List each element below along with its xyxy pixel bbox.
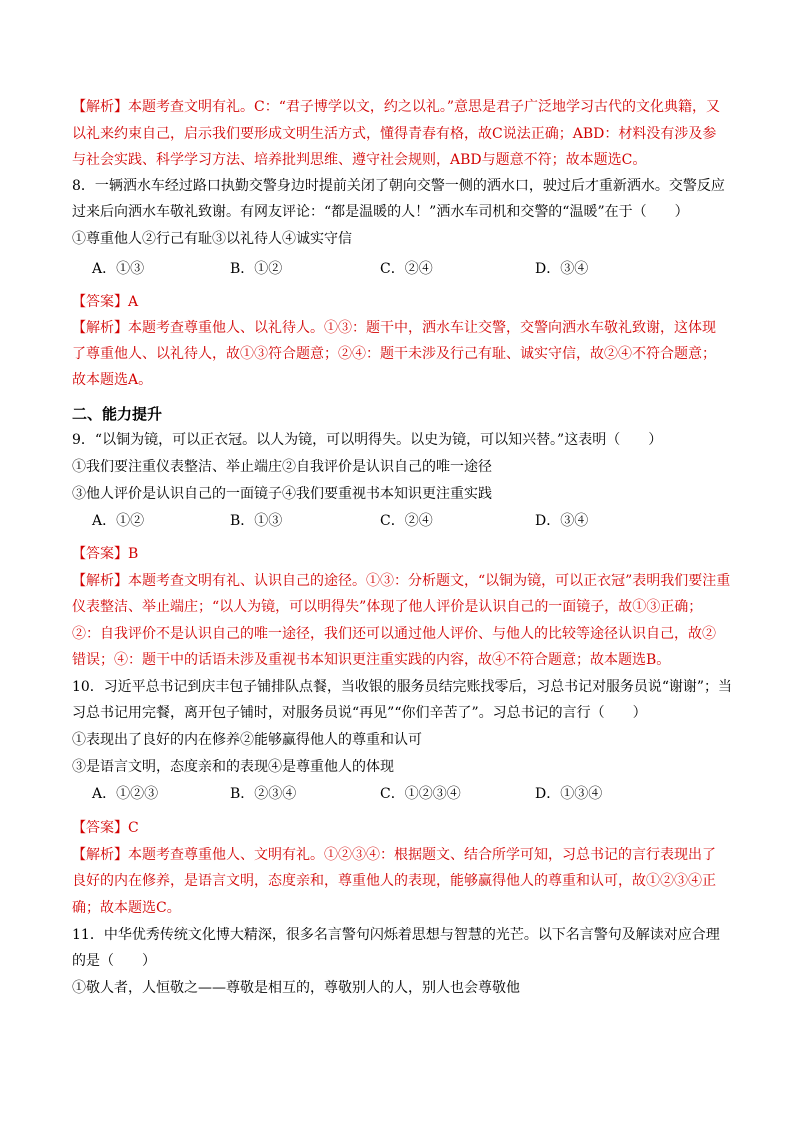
- q10-answer: 【答案】C: [72, 820, 139, 836]
- q11-statement-1: ①敬人者，人恒敬之——尊敬是相互的，尊敬别人的人，别人也会尊敬他: [72, 980, 520, 996]
- q9-stem: 9．“以铜为镜，可以正衣冠。以人为镜，可以明得失。以史为镜，可以知兴替。”这表明（ ）: [72, 432, 663, 448]
- q10-stem-line-1: 10．习近平总书记到庆丰包子铺排队点餐，当收银的服务员结完账找零后，习总书记对服务员说“谢谢”；当: [72, 679, 732, 695]
- q9-option-c: C．②④: [380, 513, 433, 529]
- q7-analysis-line-2: 以礼来约束自己，启示我们要形成文明生活方式，懂得青春有格，故C说法正确；ABD：材料没有涉及参: [72, 126, 717, 142]
- q11-stem-line-1: 11．中华优秀传统文化博大精深，很多名言警句闪烁着思想与智慧的光芒。以下名言警句及解读对应合理: [72, 927, 720, 943]
- q8-options: [92, 259, 732, 279]
- q10-option-d: D．①③④: [535, 786, 603, 802]
- q8-answer: 【答案】A: [72, 294, 139, 310]
- q8-analysis-line-3: 故本题选A。: [72, 372, 153, 388]
- q8-analysis-line-1: 【解析】本题考查尊重他人、以礼待人。①③：题干中，洒水车让交警，交警向洒水车敬礼致谢，这体现: [72, 320, 716, 336]
- q10-analysis-line-1: 【解析】本题考查尊重他人、文明有礼。①②③④：根据题文、结合所学可知，习总书记的言行表现出了: [72, 847, 716, 863]
- q10-analysis-line-3: 确；故本题选C。: [72, 900, 181, 916]
- q9-analysis-line-4: 错误；④：题干中的话语未涉及重视书本知识更注重实践的内容，故④不符合题意；故本题选B。: [72, 652, 671, 668]
- q9-statements-2: ③他人评价是认识自己的一面镜子④我们要重视书本知识更注重实践: [72, 486, 492, 502]
- q8-option-d: D．③④: [535, 261, 589, 277]
- q10-analysis-line-2: 良好的内在修养，是语言文明，态度亲和，尊重他人的表现，能够赢得他人的尊重和认可，故①②③④正: [72, 873, 716, 889]
- q10-statements-2: ③是语言文明，态度亲和的表现④是尊重他人的体现: [72, 759, 394, 775]
- q8-option-c: C．②④: [380, 261, 433, 277]
- q9-analysis-line-1: 【解析】本题考查文明有礼、认识自己的途径。①③：分析题文，“以铜为镜，可以正衣冠”表明我们要注重: [72, 573, 731, 589]
- q9-options: [92, 511, 732, 531]
- q9-analysis-line-2: 仪表整洁、举止端庄；“以人为镜，可以明得失”体现了他人评价是认识自己的一面镜子，故①③正确；: [72, 599, 703, 615]
- q10-options: [92, 784, 732, 804]
- q10-statements-1: ①表现出了良好的内在修养②能够赢得他人的尊重和认可: [72, 732, 422, 748]
- q11-stem-line-2: 的是（ ）: [72, 953, 156, 969]
- q8-option-b: B．①②: [230, 261, 283, 277]
- q8-statements: ①尊重他人②行己有耻③以礼待人④诚实守信: [72, 231, 352, 247]
- q10-stem-line-2: 习总书记用完餐，离开包子铺时，对服务员说“再见”“你们辛苦了”。习总书记的言行（ ）: [72, 705, 647, 721]
- q9-option-b: B．①③: [230, 513, 283, 529]
- q10-option-b: B．②③④: [230, 786, 297, 802]
- q8-stem-line-2: 过来后向洒水车敬礼致谢。有网友评论：“都是温暖的人！”洒水车司机和交警的“温暖”在于（ ）: [72, 204, 689, 220]
- q8-analysis-line-2: 了尊重他人、以礼待人，故①③符合题意；②④：题干未涉及行己有耻、诚实守信，故②④不符合题意；: [72, 346, 716, 362]
- q9-answer: 【答案】B: [72, 546, 139, 562]
- q9-option-d: D．③④: [535, 513, 589, 529]
- q9-option-a: A．①②: [92, 513, 145, 529]
- q9-statements-1: ①我们要注重仪表整洁、举止端庄②自我评价是认识自己的唯一途径: [72, 459, 492, 475]
- q10-option-a: A．①②③: [92, 786, 159, 802]
- q8-stem-line-1: 8．一辆洒水车经过路口执勤交警身边时提前关闭了朝向交警一侧的洒水口，驶过后才重新洒水。交警反应: [72, 178, 725, 194]
- section-heading: 二、能力提升: [72, 405, 163, 423]
- q7-analysis-line-1: 【解析】本题考查文明有礼。C：“君子博学以文，约之以礼。”意思是君子广泛地学习古代的文化典籍，又: [72, 99, 721, 115]
- q10-option-c: C．①②③④: [380, 786, 461, 802]
- q9-analysis-line-3: ②：自我评价不是认识自己的唯一途径，我们还可以通过他人评价、与他人的比较等途径认识自己，故②: [72, 626, 716, 642]
- q8-option-a: A．①③: [92, 261, 145, 277]
- q7-analysis-line-3: 与社会实践、科学学习方法、培养批判思维、遵守社会规则，ABD与题意不符；故本题选C。: [72, 152, 647, 168]
